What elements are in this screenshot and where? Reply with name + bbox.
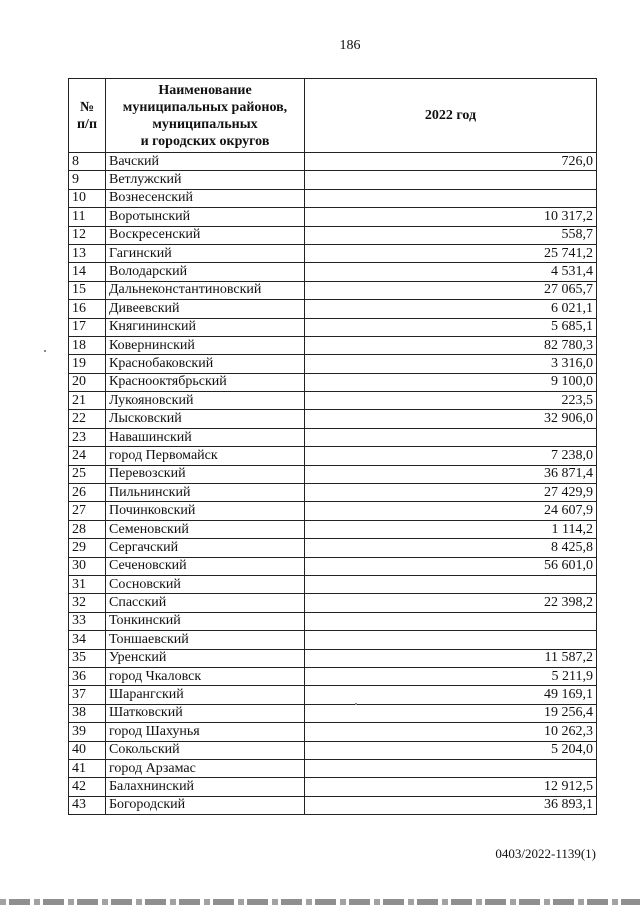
municipality-name: Княгининский [106, 318, 305, 336]
municipality-name: Тоншаевский [106, 631, 305, 649]
municipality-name: Шарангский [106, 686, 305, 704]
table-row [69, 649, 597, 667]
table-row [69, 520, 597, 538]
table-row [69, 465, 597, 483]
table-row [69, 153, 597, 171]
row-number: 26 [69, 484, 106, 502]
amount-2022: 9 100,0 [305, 373, 597, 391]
amount-2022: 32 906,0 [305, 410, 597, 428]
table-row [69, 263, 597, 281]
row-number: 27 [69, 502, 106, 520]
row-number: 31 [69, 575, 106, 593]
amount-2022: 36 893,1 [305, 796, 597, 814]
table-row [69, 336, 597, 354]
amount-2022: 5 685,1 [305, 318, 597, 336]
table-row [69, 575, 597, 593]
amount-2022: 4 531,4 [305, 263, 597, 281]
row-number: 23 [69, 428, 106, 446]
row-number: 30 [69, 557, 106, 575]
table-row [69, 373, 597, 391]
amount-2022: 726,0 [305, 153, 597, 171]
municipality-name: город Первомайск [106, 447, 305, 465]
row-number: 29 [69, 539, 106, 557]
amount-2022 [305, 189, 597, 207]
table-row [69, 484, 597, 502]
amount-2022: 25 741,2 [305, 244, 597, 262]
table-row [69, 318, 597, 336]
table-row [69, 171, 597, 189]
row-number: 33 [69, 612, 106, 630]
amount-2022: 19 256,4 [305, 704, 597, 722]
row-number: 39 [69, 723, 106, 741]
amount-2022: 10 317,2 [305, 208, 597, 226]
municipality-name: Дивеевский [106, 300, 305, 318]
row-number: 17 [69, 318, 106, 336]
row-number: 8 [69, 153, 106, 171]
amount-2022: 10 262,3 [305, 723, 597, 741]
row-number: 37 [69, 686, 106, 704]
table-row [69, 704, 597, 722]
table-row [69, 281, 597, 299]
amount-2022: 558,7 [305, 226, 597, 244]
table-row [69, 723, 597, 741]
amount-2022: 6 021,1 [305, 300, 597, 318]
municipality-name: Шатковский [106, 704, 305, 722]
row-number: 25 [69, 465, 106, 483]
municipality-name: Ветлужский [106, 171, 305, 189]
row-number: 22 [69, 410, 106, 428]
amount-2022: 11 587,2 [305, 649, 597, 667]
row-number: 28 [69, 520, 106, 538]
amount-2022: 3 316,0 [305, 355, 597, 373]
amount-2022: 5 204,0 [305, 741, 597, 759]
amount-2022 [305, 575, 597, 593]
amount-2022: 27 429,9 [305, 484, 597, 502]
amount-2022: 24 607,9 [305, 502, 597, 520]
table-body [69, 153, 597, 815]
table-row [69, 189, 597, 207]
amount-2022: 1 114,2 [305, 520, 597, 538]
municipality-name: Дальнеконстантиновский [106, 281, 305, 299]
table-row [69, 612, 597, 630]
municipality-name: Сокольский [106, 741, 305, 759]
table-row [69, 244, 597, 262]
row-number: 36 [69, 667, 106, 685]
municipality-name: Богородский [106, 796, 305, 814]
table-row [69, 428, 597, 446]
municipality-name: город Арзамас [106, 759, 305, 777]
municipality-name: Воскресенский [106, 226, 305, 244]
row-number: 35 [69, 649, 106, 667]
document-code: 0403/2022-1139(1) [495, 846, 596, 861]
municipality-name: Починковский [106, 502, 305, 520]
row-number: 14 [69, 263, 106, 281]
row-number: 34 [69, 631, 106, 649]
amount-2022 [305, 171, 597, 189]
row-number: 24 [69, 447, 106, 465]
table-row [69, 667, 597, 685]
table-row [69, 226, 597, 244]
municipality-name: Вознесенский [106, 189, 305, 207]
table-row [69, 759, 597, 777]
municipality-name: Семеновский [106, 520, 305, 538]
header-year-2022: 2022 год [305, 79, 597, 153]
municipality-name: Лукояновский [106, 392, 305, 410]
amount-2022 [305, 612, 597, 630]
municipality-name: Воротынский [106, 208, 305, 226]
amount-2022 [305, 631, 597, 649]
municipality-name: Уренский [106, 649, 305, 667]
row-number: 38 [69, 704, 106, 722]
row-number: 32 [69, 594, 106, 612]
municipality-name: Балахнинский [106, 778, 305, 796]
table-row [69, 631, 597, 649]
row-number: 42 [69, 778, 106, 796]
row-number: 21 [69, 392, 106, 410]
municipality-name: Сеченовский [106, 557, 305, 575]
row-number: 19 [69, 355, 106, 373]
budget-table [68, 78, 597, 815]
table-row [69, 410, 597, 428]
row-number: 15 [69, 281, 106, 299]
scan-artifact [355, 703, 357, 705]
row-number: 41 [69, 759, 106, 777]
amount-2022: 12 912,5 [305, 778, 597, 796]
municipality-name: Гагинский [106, 244, 305, 262]
amount-2022 [305, 428, 597, 446]
table-row [69, 502, 597, 520]
table-row [69, 300, 597, 318]
table-row [69, 539, 597, 557]
municipality-name: Володарский [106, 263, 305, 281]
row-number: 43 [69, 796, 106, 814]
row-number: 20 [69, 373, 106, 391]
amount-2022: 22 398,2 [305, 594, 597, 612]
table-row [69, 557, 597, 575]
amount-2022: 5 211,9 [305, 667, 597, 685]
table-row [69, 355, 597, 373]
amount-2022: 7 238,0 [305, 447, 597, 465]
scan-artifact [44, 350, 46, 352]
row-number: 10 [69, 189, 106, 207]
amount-2022: 27 065,7 [305, 281, 597, 299]
page-number: 186 [339, 38, 361, 53]
municipality-name: Пильнинский [106, 484, 305, 502]
amount-2022: 223,5 [305, 392, 597, 410]
amount-2022: 49 169,1 [305, 686, 597, 704]
municipality-name: Краснобаковский [106, 355, 305, 373]
table-row [69, 208, 597, 226]
table-row [69, 594, 597, 612]
row-number: 13 [69, 244, 106, 262]
row-number: 11 [69, 208, 106, 226]
municipality-name: Лысковский [106, 410, 305, 428]
municipality-name: город Чкаловск [106, 667, 305, 685]
table-row [69, 741, 597, 759]
amount-2022 [305, 759, 597, 777]
municipality-name: Навашинский [106, 428, 305, 446]
municipality-name: Перевозский [106, 465, 305, 483]
table-row [69, 392, 597, 410]
amount-2022: 56 601,0 [305, 557, 597, 575]
municipality-name: Краснооктябрьский [106, 373, 305, 391]
municipality-name: Сосновский [106, 575, 305, 593]
amount-2022: 36 871,4 [305, 465, 597, 483]
header-number: № п/п [69, 79, 106, 153]
table-row [69, 447, 597, 465]
municipality-name: Ковернинский [106, 336, 305, 354]
table-row [69, 796, 597, 814]
row-number: 40 [69, 741, 106, 759]
municipality-name: Тонкинский [106, 612, 305, 630]
scan-edge-strip [0, 899, 640, 905]
table-header-row [69, 79, 597, 153]
municipality-name: Вачский [106, 153, 305, 171]
table-row [69, 778, 597, 796]
municipality-name: город Шахунья [106, 723, 305, 741]
amount-2022: 8 425,8 [305, 539, 597, 557]
row-number: 18 [69, 336, 106, 354]
header-municipality: Наименование муниципальных районов, муниципальных и городских округов [106, 79, 305, 153]
row-number: 16 [69, 300, 106, 318]
municipality-name: Спасский [106, 594, 305, 612]
row-number: 9 [69, 171, 106, 189]
municipality-name: Сергачский [106, 539, 305, 557]
table-row [69, 686, 597, 704]
amount-2022: 82 780,3 [305, 336, 597, 354]
row-number: 12 [69, 226, 106, 244]
